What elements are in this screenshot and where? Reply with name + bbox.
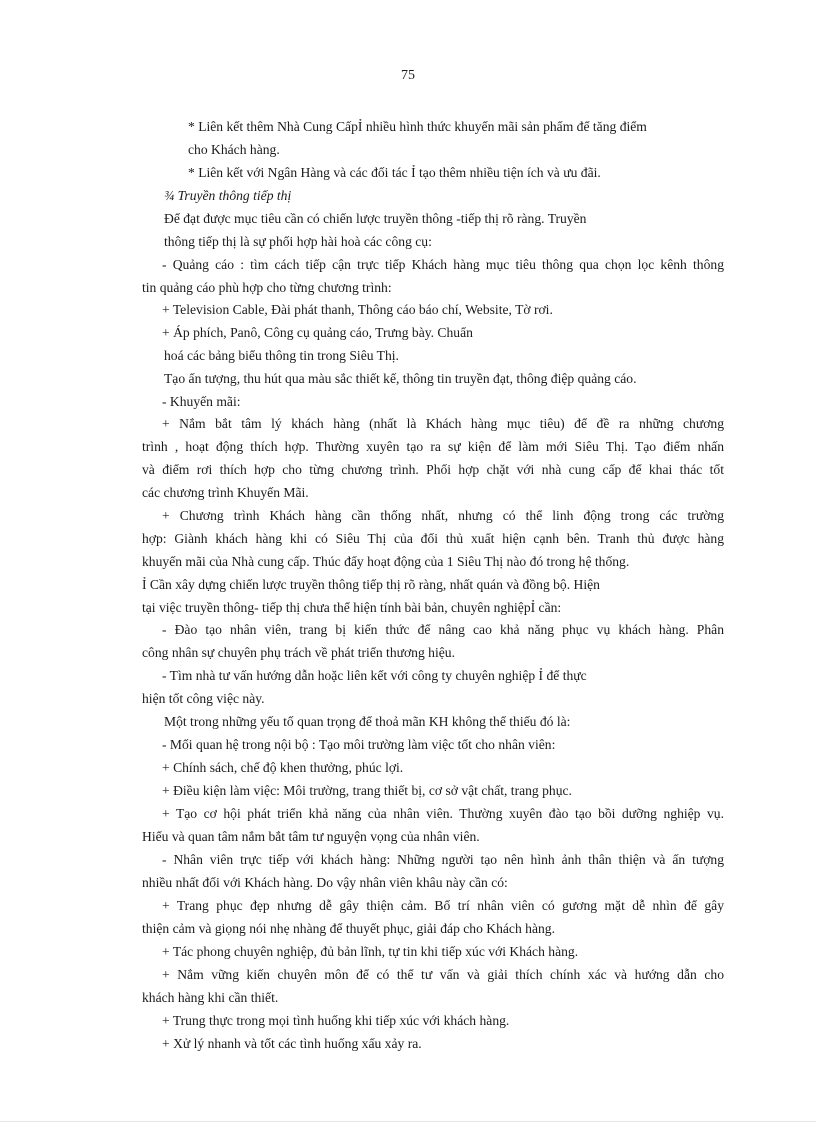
text-line: + Nắm bắt tâm lý khách hàng (nhất là Khách hàng mục tiêu) để đề ra những chương xyxy=(162,416,724,431)
text-line: nhiều nhất đối với Khách hàng. Do vậy nhân viên khâu này cần có: xyxy=(142,875,508,890)
text-line: + Tác phong chuyên nghiệp, đủ bản lĩnh, tự tin khi tiếp xúc với Khách hàng. xyxy=(162,944,579,959)
text-line: cho Khách hàng. xyxy=(188,142,280,157)
text-line: các chương trình Khuyến Mãi. xyxy=(142,485,309,500)
text-line: tại việc truyền thông- tiếp thị chưa thể hiện tính bài bản, chuyên nghiệpỈ cần: xyxy=(142,600,562,615)
text-line: Tạo ấn tượng, thu hút qua màu sắc thiết kế, thông tin truyền đạt, thông điệp quảng cáo. xyxy=(164,371,637,386)
text-line: + Television Cable, Đài phát thanh, Thông cáo báo chí, Website, Tờ rơi. xyxy=(162,302,553,317)
text-line: Một trong những yếu tố quan trọng để thoả mãn KH không thể thiếu đó là: xyxy=(164,714,571,729)
text-line: hoá các bảng biểu thông tin trong Siêu Thị. xyxy=(164,348,399,363)
text-line: + Trung thực trong mọi tình huống khi tiếp xúc với khách hàng. xyxy=(162,1013,510,1028)
text-line: - Tìm nhà tư vấn hướng dẫn hoặc liên kết với công ty chuyên nghiệp Ỉ để thực xyxy=(162,668,587,683)
text-line: và điểm rơi thích hợp cho từng chương trình. Phối hợp chặt với nhà cung cấp để khai thác tốt xyxy=(142,462,724,477)
text-line: hợp: Giành khách hàng khi có Siêu Thị của đối thủ xuất hiện cạnh bên. Tranh thủ được hàng xyxy=(142,531,724,546)
text-line: + Tạo cơ hội phát triển khả năng của nhân viên. Thường xuyên đào tạo bồi dưỡng nghiệp vụ. xyxy=(162,806,724,821)
text-line: + Xử lý nhanh và tốt các tình huống xấu xảy ra. xyxy=(162,1036,422,1051)
text-line: thiện cảm và giọng nói nhẹ nhàng để thuyết phục, giải đáp cho Khách hàng. xyxy=(142,921,555,936)
page-edge xyxy=(0,1121,816,1122)
text-line: - Mối quan hệ trong nội bộ : Tạo môi trường làm việc tốt cho nhân viên: xyxy=(162,737,556,752)
text-line: Ỉ Cần xây dựng chiến lược truyền thông tiếp thị rõ ràng, nhất quán và đồng bộ. Hiện xyxy=(142,577,600,592)
text-line: Để đạt được mục tiêu cần có chiến lược truyền thông -tiếp thị rõ ràng. Truyền xyxy=(164,211,587,226)
text-line: * Liên kết thêm Nhà Cung CấpỈ nhiều hình thức khuyến mãi sản phẩm để tăng điểm xyxy=(188,119,647,134)
text-line: - Quảng cáo : tìm cách tiếp cận trực tiếp Khách hàng mục tiêu thông qua chọn lọc kênh thông xyxy=(162,257,724,272)
page-number: 75 xyxy=(401,68,415,83)
text-line: Hiểu và quan tâm nắm bắt tâm tư nguyện vọng của nhân viên. xyxy=(142,829,480,844)
text-line: + Điều kiện làm việc: Môi trường, trang thiết bị, cơ sở vật chất, trang phục. xyxy=(162,783,572,798)
text-line: tin quảng cáo phù hợp cho từng chương trình: xyxy=(142,280,392,295)
text-line: * Liên kết với Ngân Hàng và các đối tác Ỉ tạo thêm nhiều tiện ích và ưu đãi. xyxy=(188,165,601,180)
text-line: + Trang phục đẹp nhưng dễ gây thiện cảm. Bố trí nhân viên có gương mặt dễ nhìn để gây xyxy=(162,898,724,913)
text-line: thông tiếp thị là sự phối hợp hài hoà các công cụ: xyxy=(164,234,432,249)
text-line: - Nhân viên trực tiếp với khách hàng: Những người tạo nên hình ảnh thân thiện và ấn tượng xyxy=(162,852,724,867)
text-line: trình , hoạt động thích hợp. Thường xuyên tạo ra sự kiện để làm mới Siêu Thị. Tạo điểm nhấn xyxy=(142,439,724,454)
text-line: + Nắm vững kiến chuyên môn để có thể tư vấn và giải thích chính xác và hướng dẫn cho xyxy=(162,967,724,982)
text-line: + Áp phích, Panô, Công cụ quảng cáo, Trưng bày. Chuẩn xyxy=(162,325,473,340)
text-line: hiện tốt công việc này. xyxy=(142,691,265,706)
text-line: công nhân sự chuyên phụ trách về phát triển thương hiệu. xyxy=(142,645,455,660)
text-line: khuyến mãi của Nhà cung cấp. Thúc đẩy hoạt động của 1 Siêu Thị nào đó trong hệ thống. xyxy=(142,554,630,569)
section-heading: ¾ Truyền thông tiếp thị xyxy=(164,188,292,203)
text-line: + Chương trình Khách hàng cần thống nhất, nhưng có thể linh động trong các trường xyxy=(162,508,724,523)
text-line: - Đào tạo nhân viên, trang bị kiến thức để nâng cao khả năng phục vụ khách hàng. Phân xyxy=(162,622,724,637)
text-line: - Khuyến mãi: xyxy=(162,394,241,409)
text-line: + Chính sách, chế độ khen thưởng, phúc lợi. xyxy=(162,760,404,775)
text-line: khách hàng khi cần thiết. xyxy=(142,990,279,1005)
